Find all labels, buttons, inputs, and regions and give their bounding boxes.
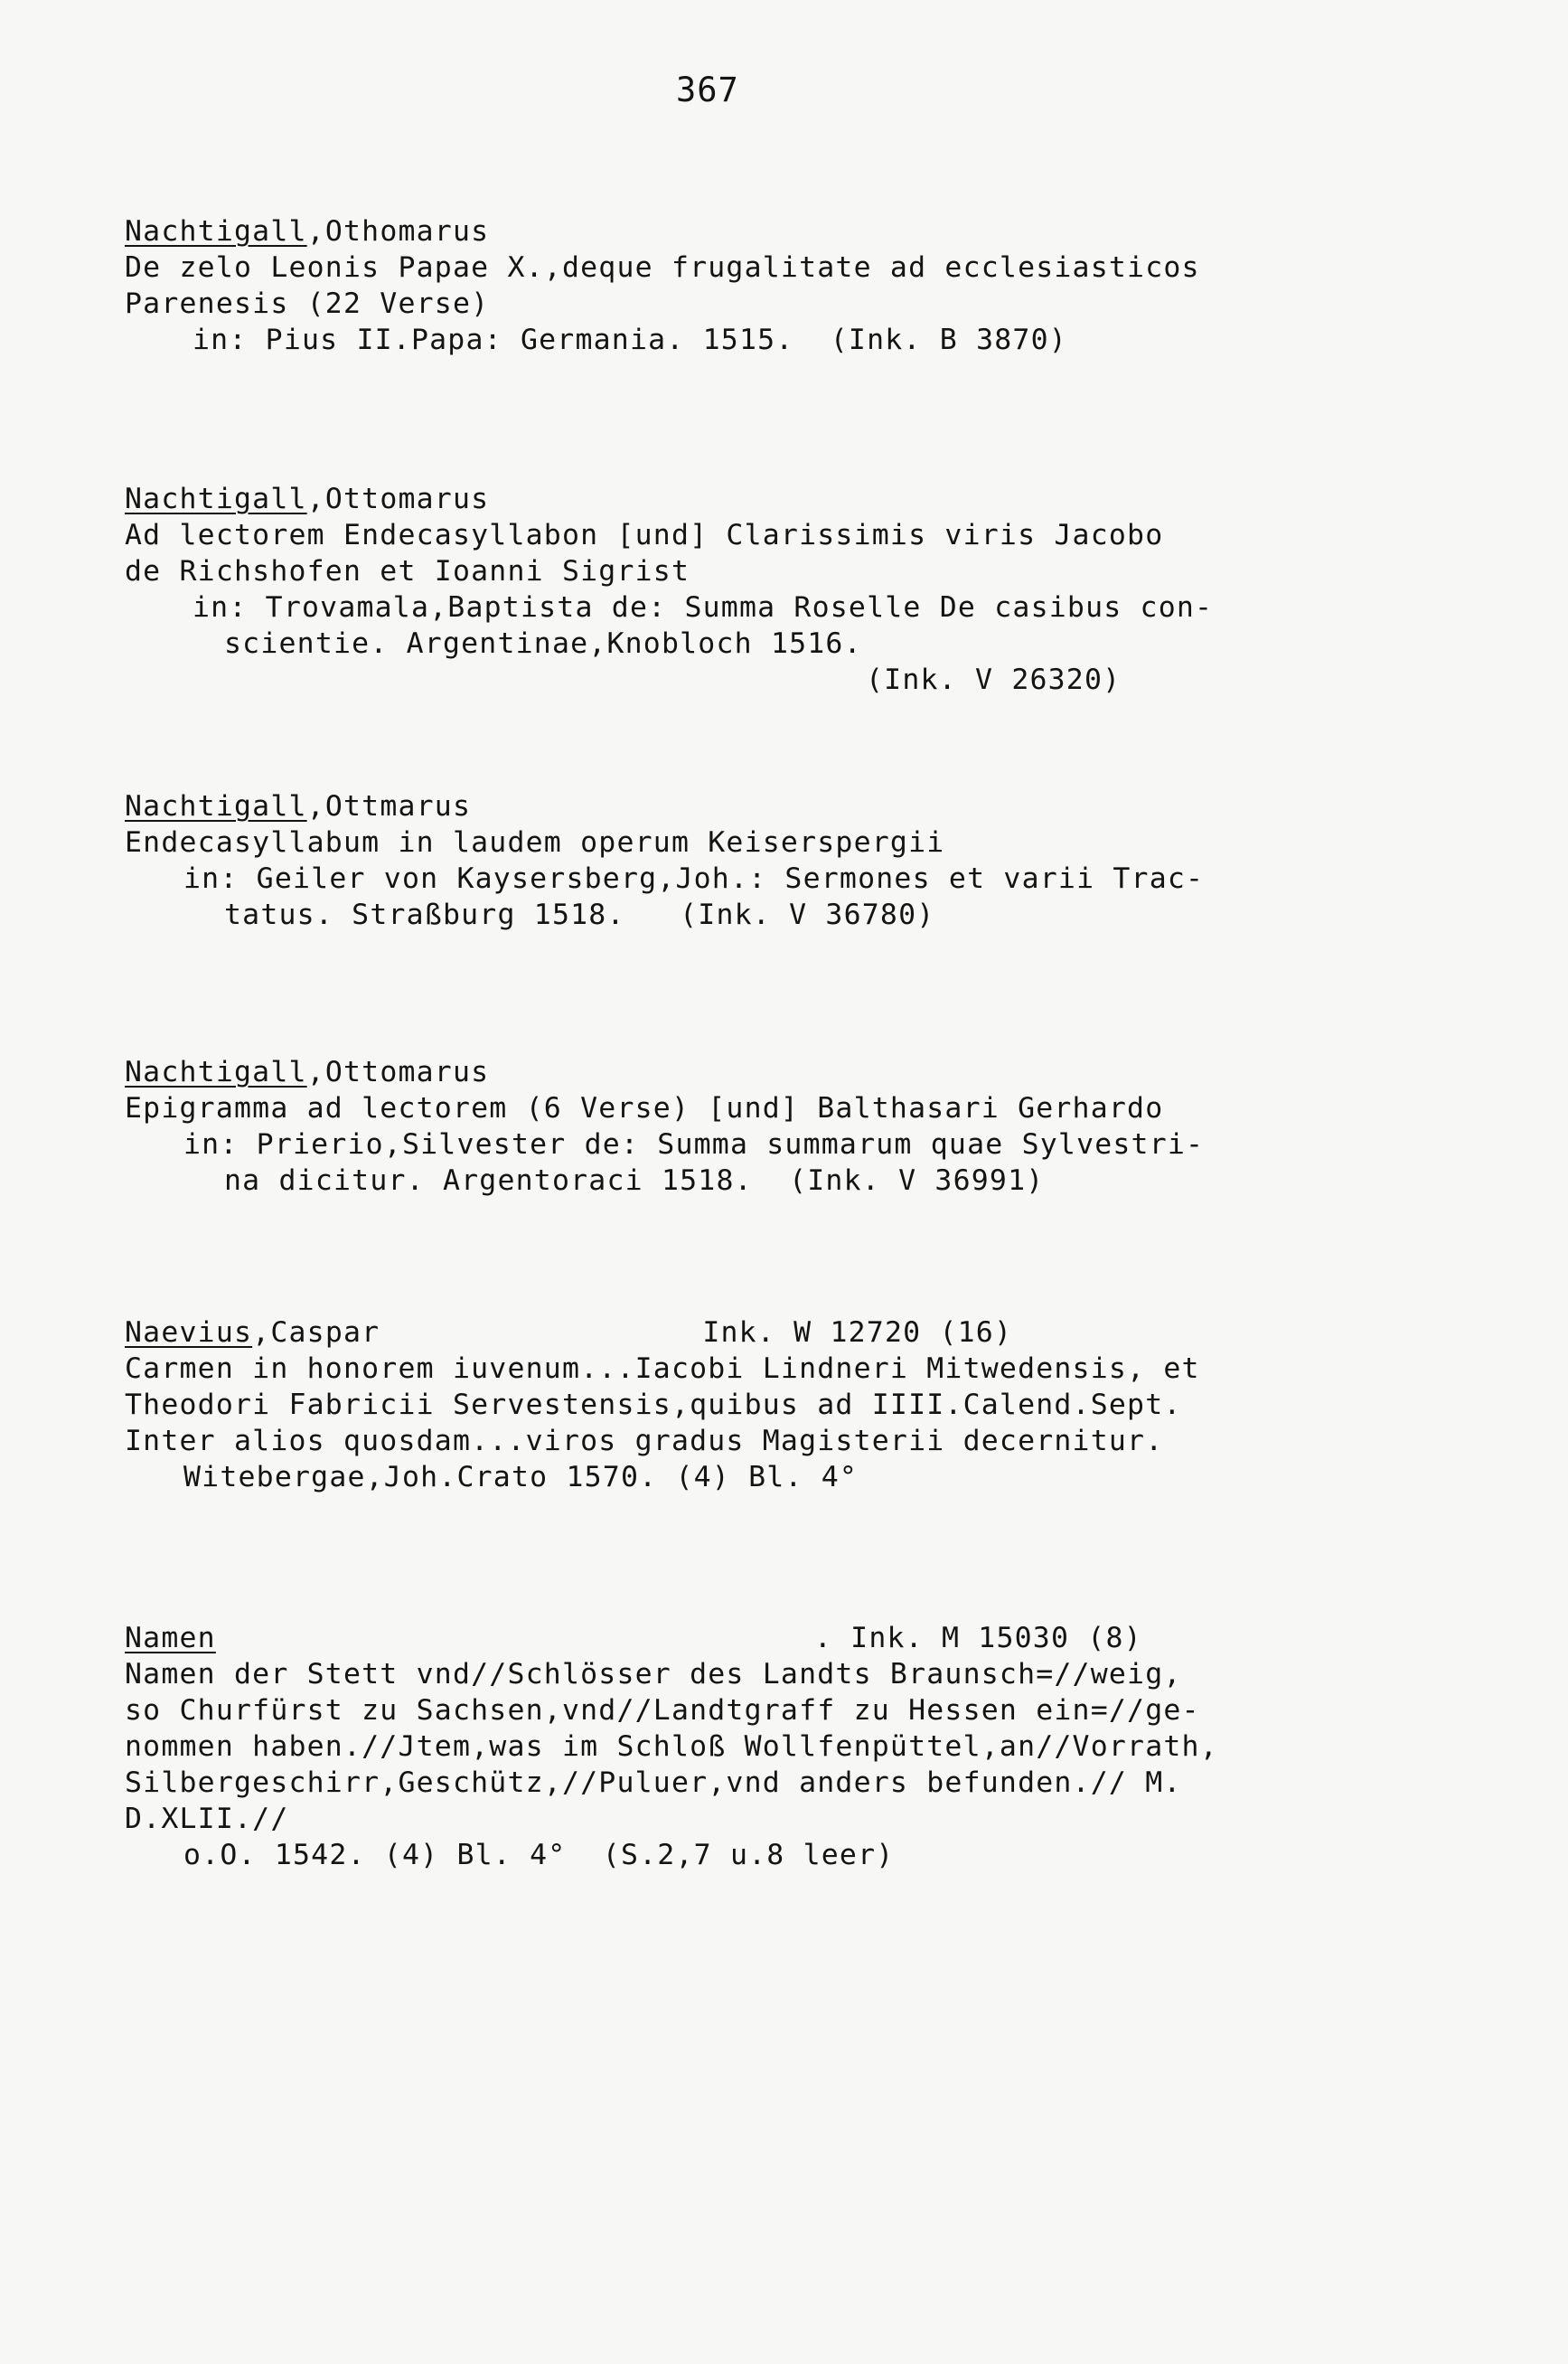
entry-line: tatus. Straßburg 1518. (Ink. V 36780) bbox=[224, 899, 935, 931]
entry-line: nommen haben.//Jtem,was im Schloß Wollfenpüttel,an//Vorrath, bbox=[125, 1730, 1218, 1763]
entry-line: so Churfürst zu Sachsen,vnd//Landtgraff zu Hessen ein=//ge- bbox=[125, 1694, 1200, 1727]
entry-line: Theodori Fabricii Servestensis,quibus ad IIII.Calend.Sept. bbox=[125, 1389, 1182, 1421]
author-forename: ,Caspar bbox=[252, 1316, 380, 1349]
entry-line: in: Trovamala,Baptista de: Summa Roselle De casibus con- bbox=[192, 591, 1214, 624]
bibliography-entry bbox=[125, 1054, 1480, 1199]
author-name: Nachtigall bbox=[125, 790, 307, 823]
entry-line: de Richshofen et Ioanni Sigrist bbox=[125, 555, 690, 588]
entry-line: Parenesis (22 Verse) bbox=[125, 287, 490, 320]
entry-heading bbox=[125, 481, 1480, 517]
author-forename: ,Othomarus bbox=[306, 215, 490, 248]
bibliography-entry bbox=[125, 213, 1480, 358]
entry-line: Epigramma ad lectorem (6 Verse) [und] Balthasari Gerhardo bbox=[125, 1092, 1164, 1125]
entry-line: D.XLII.// bbox=[125, 1803, 289, 1835]
entry-line: in: Geiler von Kaysersberg,Joh.: Sermones et varii Trac- bbox=[183, 862, 1205, 895]
entry-line: Endecasyllabum in laudem operum Keiserspergii bbox=[125, 826, 945, 859]
entry-line: Carmen in honorem iuvenum...Iacobi Lindneri Mitwedensis, et bbox=[125, 1352, 1200, 1385]
page-number: 367 bbox=[676, 71, 739, 109]
entry-heading bbox=[125, 213, 1480, 250]
author-name: Namen bbox=[125, 1622, 216, 1654]
bibliography-entry bbox=[125, 1314, 1480, 1495]
entry-line: o.O. 1542. (4) Bl. 4° (S.2,7 u.8 leer) bbox=[183, 1839, 895, 1871]
entry-line: Silbergeschirr,Geschütz,//Puluer,vnd anders befunden.// M. bbox=[125, 1766, 1182, 1799]
author-name: Nachtigall bbox=[125, 215, 307, 248]
entry-line: Inter alios quosdam...viros gradus Magisterii decernitur. bbox=[125, 1425, 1164, 1457]
bibliography-entry bbox=[125, 1620, 1480, 1873]
entry-heading bbox=[125, 1314, 1480, 1351]
entry-line: Ad lectorem Endecasyllabon [und] Clarissimis viris Jacobo bbox=[125, 519, 1164, 551]
entry-line: scientie. Argentinae,Knobloch 1516. bbox=[224, 627, 862, 660]
entry-line: in: Prierio,Silvester de: Summa summarum quae Sylvestri- bbox=[183, 1128, 1205, 1161]
entry-shelfmark: (Ink. V 26320) bbox=[866, 664, 1122, 696]
entry-line: na dicitur. Argentoraci 1518. (Ink. V 36991) bbox=[224, 1164, 1045, 1197]
entry-shelfmark: . Ink. M 15030 (8) bbox=[813, 1622, 1142, 1654]
entry-heading bbox=[125, 788, 1480, 824]
bibliography-entry bbox=[125, 481, 1480, 698]
bibliography-entry bbox=[125, 788, 1480, 933]
author-name: Nachtigall bbox=[125, 483, 307, 515]
author-forename: ,Ottmarus bbox=[306, 790, 472, 823]
entry-heading bbox=[125, 1054, 1480, 1090]
author-forename: ,Ottomarus bbox=[306, 483, 490, 515]
entry-heading bbox=[125, 1620, 1480, 1656]
entry-line: Witebergae,Joh.Crato 1570. (4) Bl. 4° bbox=[183, 1461, 859, 1493]
entry-shelfmark: Ink. W 12720 (16) bbox=[702, 1316, 1013, 1349]
entry-line: De zelo Leonis Papae X.,deque frugalitate ad ecclesiasticos bbox=[125, 251, 1200, 284]
author-forename: ,Ottomarus bbox=[306, 1056, 490, 1088]
author-name: Naevius bbox=[125, 1316, 253, 1349]
author-name: Nachtigall bbox=[125, 1056, 307, 1088]
entry-line: in: Pius II.Papa: Germania. 1515. (Ink. B 3870) bbox=[192, 324, 1067, 356]
entry-line: Namen der Stett vnd//Schlösser des Landts Braunsch=//weig, bbox=[125, 1658, 1182, 1691]
